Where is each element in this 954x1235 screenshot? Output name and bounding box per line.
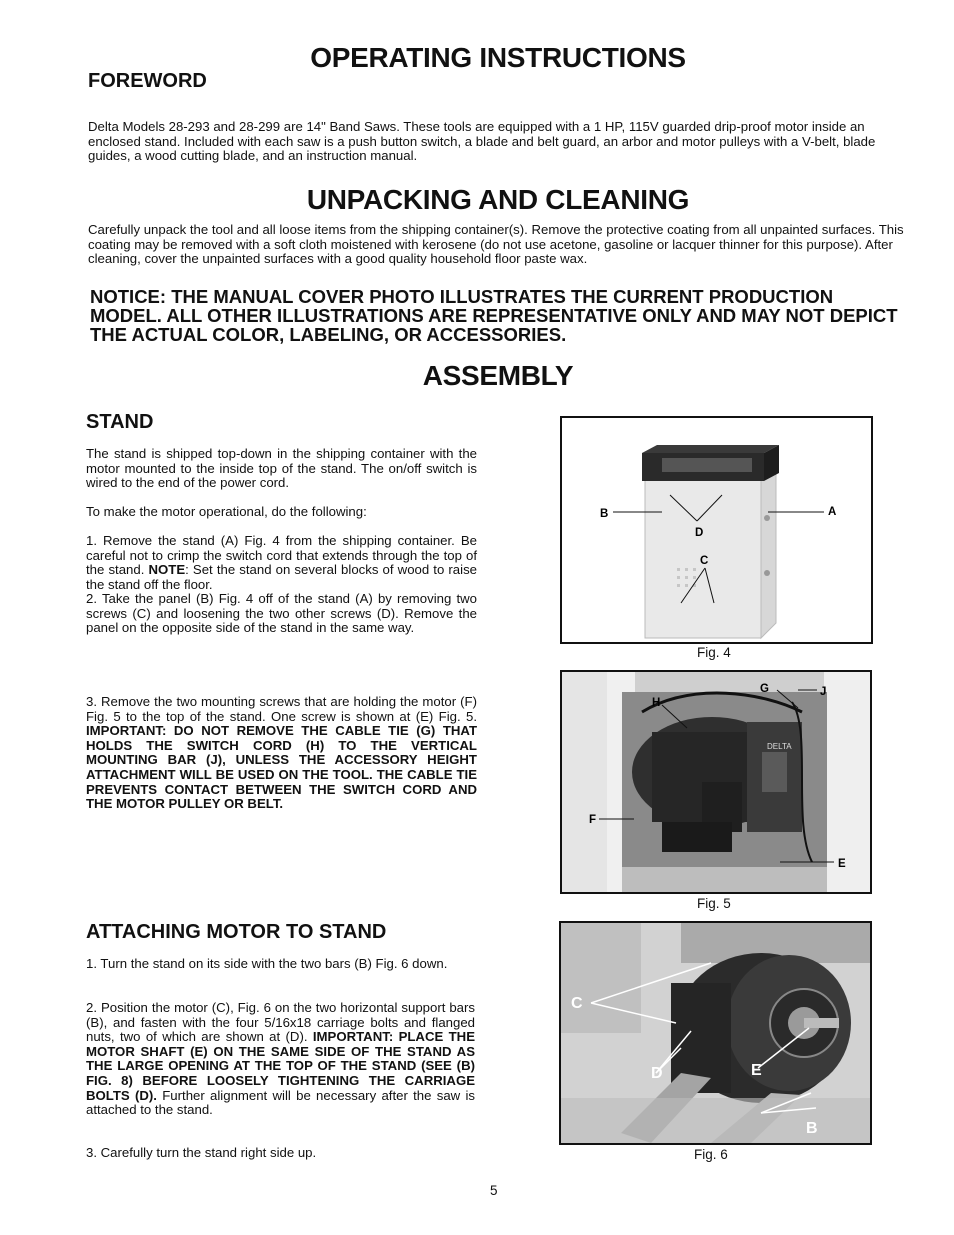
fig5-label-h: H [652,697,661,709]
foreword-body: Delta Models 28-293 and 28-299 are 14" Band Saws. These tools are equipped with a 1 HP, 115V guarded drip-proof motor inside an enclosed stand. Included with each saw is a push button switch, a blade and belt guard, an arbor and motor pulleys with a V-belt, blade guides, a wood cutting blade, and an instruction manual. [88,119,876,164]
assembly-title: ASSEMBLY [422,360,574,391]
page-number: 5 [490,1183,498,1198]
fig5-label-j: J [820,686,827,698]
figure-6-attach-photo [559,921,872,1145]
stand-heading: STAND [86,411,154,433]
figure-5-motor-photo [560,670,872,894]
unpacking-body: Carefully unpack the tool and all loose items from the shipping container(s). Remove the protective coating from all unpainted surfaces. This coating may be removed with a soft cloth moistened with kerosene (do not use acetone, gasoline or lacquer thinner for this purpose). After cleaning, cover the unpainted surfaces with a good quality household floor paste wax. [88,222,904,267]
notice-text: NOTICE: THE MANUAL COVER PHOTO ILLUSTRATES THE CURRENT PRODUCTION MODEL. ALL OTHER ILLUSTRATIONS ARE REPRESENTATIVE ONLY AND MAY NOT DEPICT THE ACTUAL COLOR, LABELING, OR ACCESSORIES. [90,286,898,345]
figure-4-stand-photo [560,416,873,644]
fig4-caption: Fig. 4 [697,645,731,660]
stand-step-2: 2. Take the panel (B) Fig. 4 off of the stand (A) by removing two screws (C) and loosening the two other screws (D). Remove the panel on the opposite side of the stand in the same way. [86,591,477,636]
stand-illustration [562,418,871,642]
operating-instructions-title: OPERATING INSTRUCTIONS [310,42,686,73]
fig5-label-g: G [760,683,769,695]
attach-heading: ATTACHING MOTOR TO STAND [86,921,387,943]
fig4-label-d: D [695,527,704,539]
fig4-label-a: A [828,506,837,518]
fig5-label-e: E [838,858,846,870]
fig6-label-e: E [751,1062,762,1079]
stand-step-1: 1. Remove the stand (A) Fig. 4 from the shipping container. Be careful not to crimp the switch cord that extends through the top of the stand. NOTE: Set the stand on several blocks of wood to raise the stand off the floor. [86,533,478,592]
attach-step-2: 2. Position the motor (C), Fig. 6 on the two horizontal support bars (B), and fasten with the four 5/16x18 carriage bolts and flanged nuts, two of which are shown at (D). IMPORTANT: PLACE THE MOTOR SHAFT (E) ON THE SAME SIDE OF THE STAND AS THE LARGE OPENING AT THE TOP OF THE STAND (SEE (B) FIG. 8) BEFORE LOOSELY TIGHTENING THE CARRIAGE BOLTS (D). Further alignment will be necessary after the saw is attached to the stand. [86,1000,475,1118]
fig6-label-d: D [651,1065,663,1082]
motor-nameplate: DELTA [767,742,792,751]
attach-step-1: 1. Turn the stand on its side with the two bars (B) Fig. 6 down. [86,956,448,971]
fig6-caption: Fig. 6 [694,1147,728,1162]
fig4-label-b: B [600,508,609,520]
attach-illustration [561,923,870,1143]
unpacking-title: UNPACKING AND CLEANING [306,184,690,215]
fig5-label-f: F [589,814,597,826]
fig6-label-b: B [806,1120,818,1137]
stand-lead: To make the motor operational, do the following: [86,504,367,519]
fig4-label-c: C [700,555,709,567]
fig5-caption: Fig. 5 [697,896,731,911]
motor-illustration [562,672,870,892]
attach-step-3: 3. Carefully turn the stand right side up. [86,1145,317,1160]
stand-intro: The stand is shipped top-down in the shipping container with the motor mounted to the inside top of the stand. The on/off switch is wired to the end of the power cord. [86,446,477,491]
stand-step-3: 3. Remove the two mounting screws that are holding the motor (F) Fig. 5 to the top of the stand. One screw is shown at (E) Fig. 5. IMPORTANT: DO NOT REMOVE THE CABLE TIE (G) THAT HOLDS THE SWITCH CORD (H) TO THE VERTICAL MOUNTING BAR (J), UNLESS THE ACCESSORY HEIGHT ATTACHMENT WILL BE USED ON THE TOOL. THE CABLE TIE PREVENTS CONTACT BETWEEN THE SWITCH CORD AND THE MOTOR PULLEY OR BELT. [86,694,477,812]
foreword-heading: FOREWORD [88,70,207,92]
fig6-label-c: C [571,995,583,1012]
